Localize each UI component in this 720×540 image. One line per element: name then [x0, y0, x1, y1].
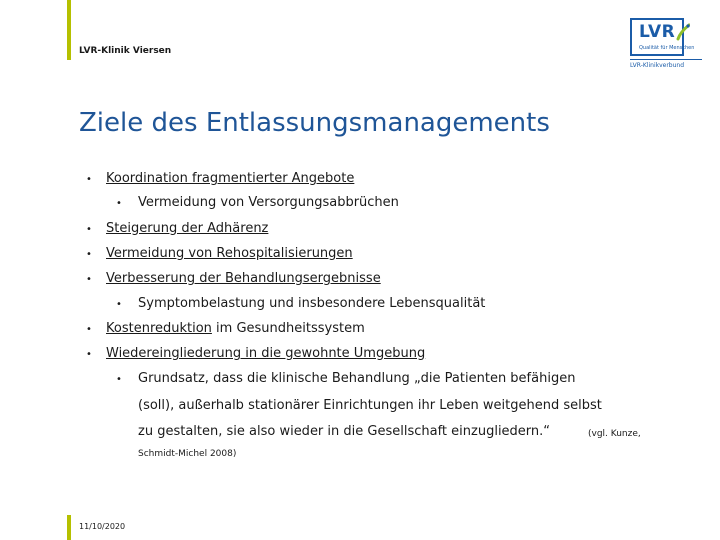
bullet-item-underlined: Kostenreduktion — [106, 321, 212, 336]
clinic-name: LVR-Klinik Viersen — [79, 46, 172, 56]
bullet-dot: • — [86, 274, 92, 285]
bullet-dot: • — [86, 349, 92, 360]
citation: Schmidt-Michel 2008) — [138, 449, 237, 459]
sub-bullet-dot: • — [116, 374, 122, 385]
bullet-item — [106, 321, 365, 337]
logo-text: LVR — [639, 22, 676, 42]
bullet-dot: • — [86, 324, 92, 335]
quote-line: (soll), außerhalb stationärer Einrichtungen ihr Leben weitgehend selbst — [138, 398, 602, 413]
logo-subtitle: Qualität für Menschen — [639, 45, 695, 51]
bullet-item: Verbesserung der Behandlungsergebnisse — [106, 271, 381, 286]
slide-date: 11/10/2020 — [79, 522, 126, 531]
bullet-item: Vermeidung von Rehospitalisierungen — [106, 246, 353, 261]
sub-bullet-item: Symptombelastung und insbesondere Lebensqualität — [138, 296, 486, 311]
bullet-item: Koordination fragmentierter Angebote — [106, 171, 355, 186]
quote-line: Grundsatz, dass die klinische Behandlung „die Patienten befähigen — [138, 371, 576, 386]
sub-bullet-dot: • — [116, 198, 122, 209]
logo-verbund: LVR-Klinikverbund — [630, 62, 685, 69]
bullet-item: Wiedereingliederung in die gewohnte Umgebung — [106, 346, 426, 361]
slide-title: Ziele des Entlassungsmanagements — [79, 108, 550, 138]
bullet-dot: • — [86, 224, 92, 235]
footer-accent-bar — [67, 515, 71, 540]
bullet-dot: • — [86, 174, 92, 185]
bullet-item-rest: im Gesundheitssystem — [211, 321, 365, 336]
bullet-dot: • — [86, 249, 92, 260]
citation: (vgl. Kunze, — [588, 429, 641, 439]
quote-line: zu gestalten, sie also wieder in die Gesellschaft einzugliedern.“ — [138, 424, 551, 439]
sub-bullet-item: Vermeidung von Versorgungsabbrüchen — [138, 195, 399, 210]
bullet-item: Steigerung der Adhärenz — [106, 221, 269, 236]
sub-bullet-dot: • — [116, 299, 122, 310]
